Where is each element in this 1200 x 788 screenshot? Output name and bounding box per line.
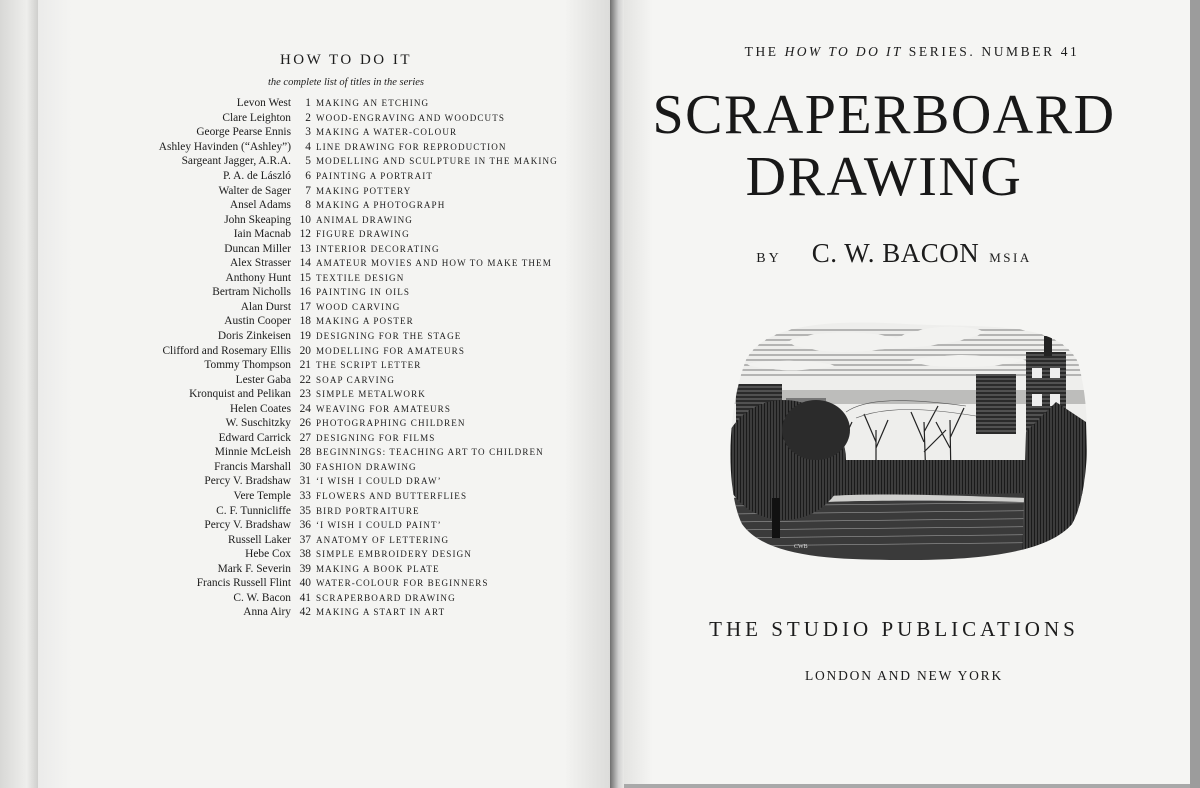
entry-number: 39 bbox=[299, 562, 311, 575]
series-entry bbox=[70, 125, 558, 140]
entry-title: BEGINNINGS: TEACHING ART TO CHILDREN bbox=[316, 447, 544, 458]
author-credential: MSIA bbox=[989, 250, 1032, 265]
entry-number: 37 bbox=[299, 533, 311, 546]
series-entry bbox=[70, 183, 558, 198]
series-entry bbox=[70, 358, 558, 373]
series-entry bbox=[70, 547, 558, 562]
entry-number: 17 bbox=[299, 300, 311, 313]
entry-number: 15 bbox=[299, 271, 311, 284]
series-name: HOW TO DO IT bbox=[784, 44, 903, 59]
series-prefix: THE bbox=[744, 44, 779, 59]
series-entry bbox=[70, 154, 558, 169]
entry-number: 1 bbox=[305, 97, 311, 110]
series-entry bbox=[70, 329, 558, 344]
entry-author: Clare Leighton bbox=[222, 111, 291, 124]
entry-title: MAKING AN ETCHING bbox=[316, 98, 430, 109]
series-entry bbox=[70, 285, 558, 300]
series-entry bbox=[70, 111, 558, 126]
entry-number: 18 bbox=[299, 315, 311, 328]
entry-author: Francis Marshall bbox=[214, 460, 291, 473]
entry-author: W. Suschitzky bbox=[225, 417, 291, 430]
entry-number: 3 bbox=[305, 126, 311, 139]
entry-number: 23 bbox=[299, 388, 311, 401]
series-entry bbox=[70, 212, 558, 227]
series-entry bbox=[70, 96, 558, 111]
entry-title: MODELLING FOR AMATEURS bbox=[316, 345, 465, 356]
entry-title: MAKING POTTERY bbox=[316, 185, 412, 196]
entry-author: George Pearse Ennis bbox=[196, 126, 291, 139]
by-label: BY bbox=[756, 251, 782, 266]
entry-number: 41 bbox=[299, 591, 311, 604]
entry-title: INTERIOR DECORATING bbox=[316, 243, 440, 254]
book-title bbox=[624, 84, 1144, 208]
series-line bbox=[624, 44, 1200, 60]
series-entry bbox=[70, 416, 558, 431]
entry-author: P. A. de László bbox=[222, 170, 291, 182]
entry-number: 36 bbox=[299, 519, 311, 532]
entry-title: SIMPLE EMBROIDERY DESIGN bbox=[316, 549, 472, 560]
series-entry bbox=[70, 518, 558, 533]
entry-author: Sargeant Jagger, A.R.A. bbox=[181, 155, 291, 168]
entry-title: FIGURE DRAWING bbox=[316, 229, 410, 240]
entry-number: 30 bbox=[299, 460, 311, 473]
entry-number: 16 bbox=[299, 286, 311, 299]
entry-number: 2 bbox=[305, 111, 311, 124]
entry-title: DESIGNING FOR THE STAGE bbox=[316, 331, 462, 342]
entry-title: SOAP CARVING bbox=[316, 374, 396, 385]
series-entry bbox=[70, 169, 558, 184]
entry-author: Alex Strasser bbox=[229, 257, 291, 270]
entry-number: 7 bbox=[305, 184, 311, 197]
entry-title: SIMPLE METALWORK bbox=[316, 389, 426, 400]
series-entry bbox=[70, 372, 558, 387]
entry-title: MAKING A POSTER bbox=[316, 316, 414, 327]
entry-title: ‘I WISH I COULD DRAW’ bbox=[316, 476, 442, 487]
series-number: SERIES. NUMBER 41 bbox=[908, 44, 1080, 59]
series-list-title: HOW TO DO IT bbox=[279, 52, 413, 68]
entry-title: WOOD CARVING bbox=[316, 301, 401, 312]
series-entry bbox=[70, 474, 558, 489]
series-entry bbox=[70, 562, 558, 577]
series-entry bbox=[70, 227, 558, 242]
book-gutter bbox=[610, 0, 624, 788]
series-entry bbox=[70, 140, 558, 155]
series-entry bbox=[70, 198, 558, 213]
entry-title: MODELLING AND SCULPTURE IN THE MAKING bbox=[316, 156, 558, 167]
series-entry bbox=[70, 256, 558, 271]
entry-title: DESIGNING FOR FILMS bbox=[316, 432, 436, 443]
entry-title: LINE DRAWING FOR REPRODUCTION bbox=[316, 141, 507, 152]
entry-title: ANIMAL DRAWING bbox=[316, 214, 413, 225]
entry-number: 14 bbox=[299, 257, 311, 270]
entry-number: 26 bbox=[299, 417, 311, 430]
author-name: C. W. BACON bbox=[811, 238, 980, 268]
entry-author: Kronquist and Pelikan bbox=[189, 388, 291, 401]
entry-author: Percy V. Bradshaw bbox=[204, 475, 291, 488]
book-title-line-1: SCRAPERBOARD bbox=[652, 84, 1116, 146]
entry-number: 13 bbox=[299, 242, 311, 255]
entry-title: FASHION DRAWING bbox=[316, 461, 417, 472]
series-entry bbox=[70, 343, 558, 358]
series-entry bbox=[70, 314, 558, 329]
entry-number: 35 bbox=[299, 504, 311, 517]
entry-author: Tommy Thompson bbox=[204, 359, 291, 372]
entry-number: 33 bbox=[299, 490, 311, 503]
entry-number: 40 bbox=[299, 577, 311, 590]
series-entry bbox=[70, 271, 558, 286]
entry-title: ANATOMY OF LETTERING bbox=[316, 534, 450, 545]
entry-number: 6 bbox=[305, 170, 311, 182]
entry-number: 27 bbox=[299, 431, 311, 444]
entry-title: PAINTING A PORTRAIT bbox=[316, 171, 434, 181]
entry-title: ‘I WISH I COULD PAINT’ bbox=[316, 520, 442, 531]
series-entry bbox=[70, 503, 558, 518]
entry-author: Edward Carrick bbox=[218, 431, 291, 444]
series-entry bbox=[70, 431, 558, 446]
entry-number: 38 bbox=[299, 548, 311, 561]
series-entry bbox=[70, 241, 558, 256]
publisher-name: THE STUDIO PUBLICATIONS bbox=[709, 617, 1079, 641]
entry-number: 12 bbox=[299, 228, 311, 241]
series-list-header bbox=[196, 52, 496, 88]
series-entry bbox=[70, 387, 558, 402]
entry-author: Anthony Hunt bbox=[225, 271, 291, 284]
entry-author: Clifford and Rosemary Ellis bbox=[162, 344, 291, 357]
entry-number: 28 bbox=[299, 446, 311, 459]
entry-author: Walter de Sager bbox=[218, 184, 291, 197]
entry-title: MAKING A WATER-COLOUR bbox=[316, 127, 458, 138]
entry-title: MAKING A BOOK PLATE bbox=[316, 563, 440, 574]
entry-author: Bertram Nicholls bbox=[212, 286, 291, 299]
entry-author: Francis Russell Flint bbox=[196, 577, 291, 590]
entry-title: AMATEUR MOVIES AND HOW TO MAKE THEM bbox=[316, 258, 552, 269]
entry-author: C. F. Tunnicliffe bbox=[216, 504, 291, 517]
entry-title: THE SCRIPT LETTER bbox=[316, 360, 422, 371]
entry-author: Mark F. Severin bbox=[217, 562, 291, 575]
entry-number: 20 bbox=[299, 344, 311, 357]
entry-author: Hebe Cox bbox=[245, 548, 291, 561]
series-entry bbox=[70, 591, 558, 606]
entry-author: C. W. Bacon bbox=[233, 591, 291, 604]
series-entry bbox=[70, 401, 558, 416]
entry-author: Vere Temple bbox=[233, 490, 291, 503]
entry-title: SCRAPERBOARD DRAWING bbox=[316, 592, 456, 603]
series-list-subtitle: the complete list of titles in the series bbox=[267, 77, 424, 88]
entry-author: Lester Gaba bbox=[235, 373, 291, 386]
entry-number: 24 bbox=[299, 402, 311, 415]
entry-number: 31 bbox=[299, 475, 311, 488]
series-entry bbox=[70, 532, 558, 547]
book-title-line-2: DRAWING bbox=[745, 146, 1023, 208]
series-entry bbox=[70, 605, 558, 620]
entry-author: Percy V. Bradshaw bbox=[204, 519, 291, 532]
entry-author: Helen Coates bbox=[229, 402, 291, 415]
illustration-signature: CWB bbox=[794, 544, 808, 550]
entry-title: MAKING A START IN ART bbox=[316, 607, 446, 618]
scraperboard-illustration bbox=[726, 302, 1090, 564]
entry-author: Anna Airy bbox=[243, 606, 291, 619]
publisher-place: LONDON AND NEW YORK bbox=[804, 668, 1004, 683]
entry-number: 5 bbox=[305, 155, 311, 168]
entry-title: WEAVING FOR AMATEURS bbox=[316, 403, 452, 414]
entry-author: Alan Durst bbox=[240, 300, 291, 313]
series-entry bbox=[70, 576, 558, 591]
entry-number: 19 bbox=[299, 330, 311, 343]
series-entry bbox=[70, 489, 558, 504]
entry-author: Iain Macnab bbox=[233, 228, 291, 241]
entry-author: Ansel Adams bbox=[229, 199, 291, 212]
entry-title: WATER-COLOUR FOR BEGINNERS bbox=[316, 578, 489, 589]
entry-number: 10 bbox=[299, 213, 311, 226]
entry-author: John Skeaping bbox=[224, 213, 291, 226]
series-entry bbox=[70, 300, 558, 315]
entry-title: PAINTING IN OILS bbox=[316, 287, 411, 298]
series-title-list bbox=[70, 96, 558, 620]
entry-title: BIRD PORTRAITURE bbox=[316, 505, 420, 516]
entry-author: Levon West bbox=[236, 97, 291, 110]
series-entry bbox=[70, 445, 558, 460]
entry-title: WOOD-ENGRAVING AND WOODCUTS bbox=[316, 112, 506, 123]
entry-author: Austin Cooper bbox=[224, 315, 291, 328]
entry-author: Russell Laker bbox=[228, 533, 291, 546]
entry-number: 8 bbox=[305, 199, 311, 212]
entry-title: PHOTOGRAPHING CHILDREN bbox=[316, 418, 466, 429]
scan-edge bbox=[1190, 0, 1200, 788]
entry-number: 21 bbox=[299, 359, 311, 372]
entry-number: 22 bbox=[299, 373, 311, 386]
entry-author: Ashley Havinden (“Ashley”) bbox=[158, 140, 291, 153]
entry-title: MAKING A PHOTOGRAPH bbox=[316, 200, 446, 211]
byline bbox=[624, 238, 1164, 269]
entry-title: TEXTILE DESIGN bbox=[316, 272, 405, 283]
previous-page-edge bbox=[0, 0, 38, 788]
entry-author: Minnie McLeish bbox=[214, 446, 291, 459]
entry-title: FLOWERS AND BUTTERFLIES bbox=[316, 491, 468, 502]
series-entry bbox=[70, 460, 558, 475]
entry-author: Duncan Miller bbox=[224, 242, 291, 255]
entry-author: Doris Zinkeisen bbox=[217, 330, 291, 343]
entry-number: 4 bbox=[305, 140, 311, 153]
entry-number: 42 bbox=[299, 606, 311, 619]
